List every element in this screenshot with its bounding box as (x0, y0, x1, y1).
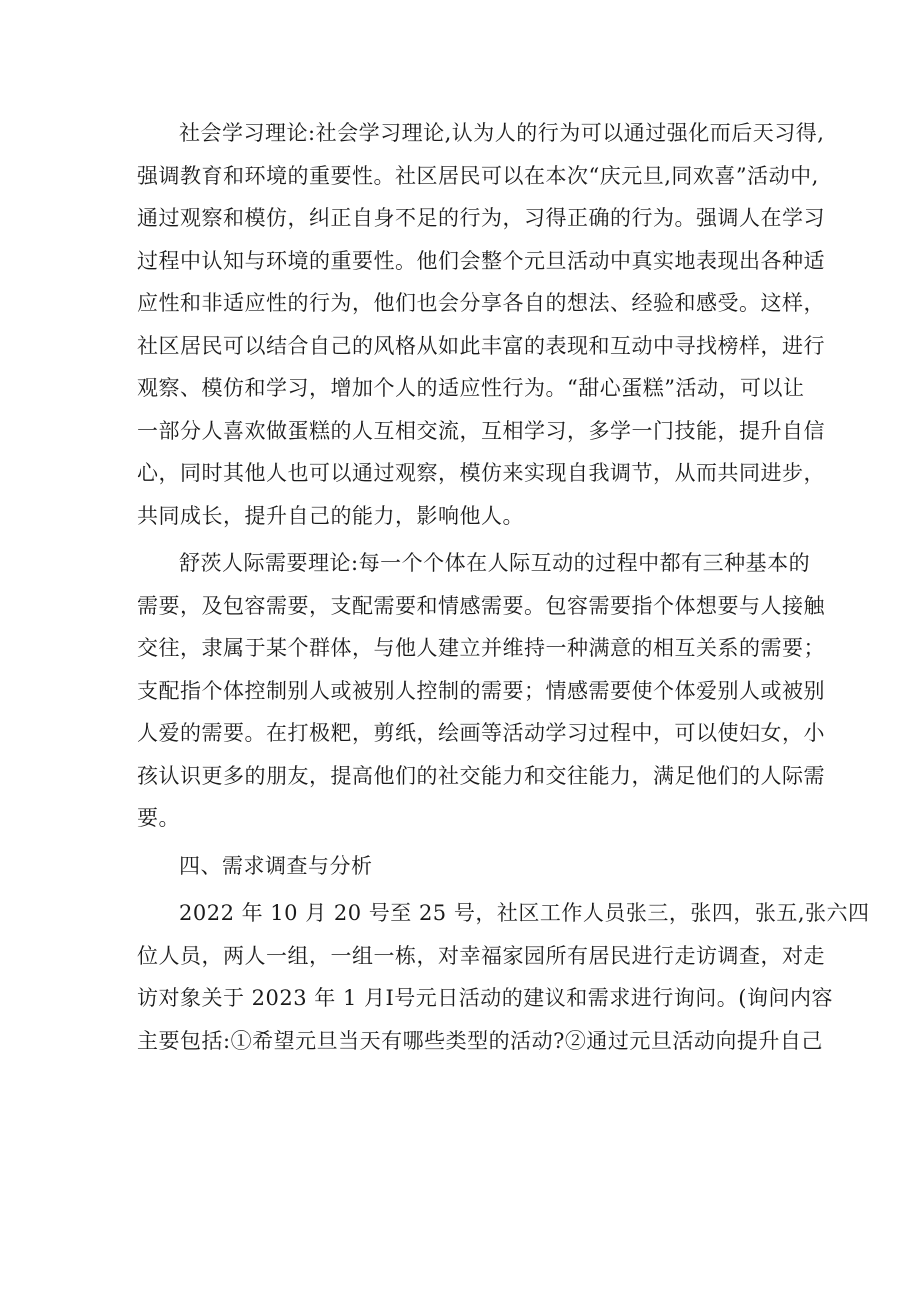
text-line: 位人员，两人一组，一组一栋，对幸福家园所有居民进行走访调查，对走 (137, 943, 825, 968)
document-body (137, 112, 870, 1062)
text-line: 应性和非适应性的行为，他们也会分享各自的想法、经验和感受。这样， (137, 291, 825, 315)
text-line: 强调教育和环境的重要性。社区居民可以在本次“庆元旦,同欢喜”活动中, (137, 163, 819, 188)
text-line: 过程中认知与环境的重要性。他们会整个元旦活动中真实地表现出各种适 (137, 248, 825, 273)
text-line: 人爱的需要。在打极粑，剪纸，绘画等活动学习过程中，可以使妇女，小 (137, 721, 825, 745)
text-line: 访对象关于 2023 年 1 月Ⅰ号元日活动的建议和需求进行询问。(询问内容 (137, 986, 833, 1010)
text-line: 主要包括:①希望元旦当天有哪些类型的活动?②通过元旦活动向提升自己 (137, 1028, 823, 1053)
text-line: 需要，及包容需要，支配需要和情感需要。包容需要指个体想要与人接触 (137, 593, 825, 618)
section-title: 四、需求调查与分析 (179, 853, 373, 878)
paragraph-schutz-interpersonal-needs (137, 542, 825, 840)
section-heading (137, 845, 797, 888)
text-line: 支配指个体控制别人或被别人控制的需要；情感需要使个体爱别人或被别 (137, 678, 825, 703)
paragraph-needs-survey (137, 892, 870, 1062)
text-line: 一部分人喜欢做蛋糕的人互相交流，互相学习，多学一门技能，提升自信 (137, 418, 825, 443)
text-line: 要。 (137, 806, 180, 830)
text-line: 交往，隶属于某个群体，与他人建立并维持一种满意的相互关系的需要； (137, 636, 825, 660)
text-line: 社会学习理论:社会学习理论,认为人的行为可以通过强化而后天习得, (179, 121, 825, 145)
text-line: 2022 年 10 月 20 号至 25 号，社区工作人员张三，张四，张五,张六四 (179, 901, 870, 925)
text-line: 心，同时其他人也可以通过观察，模仿来实现自我调节，从而共同进步， (137, 461, 825, 485)
text-line: 通过观察和模仿，纠正自身不足的行为，习得正确的行为。强调人在学习 (137, 206, 825, 230)
text-line: 舒茨人际需要理论:每一个个体在人际互动的过程中都有三种基本的 (179, 551, 811, 575)
paragraph-social-learning-theory (137, 112, 825, 537)
text-line: 社区居民可以结合自己的风格从如此丰富的表现和互动中寻找榜样，进行 (137, 333, 825, 358)
text-line: 共同成长，提升自己的能力，影响他人。 (137, 503, 524, 528)
text-line: 孩认识更多的朋友，提高他们的社交能力和交往能力，满足他们的人际需 (137, 763, 825, 788)
text-line: 观察、模仿和学习，增加个人的适应性行为。“甜心蛋糕”活动，可以让 (137, 376, 805, 400)
